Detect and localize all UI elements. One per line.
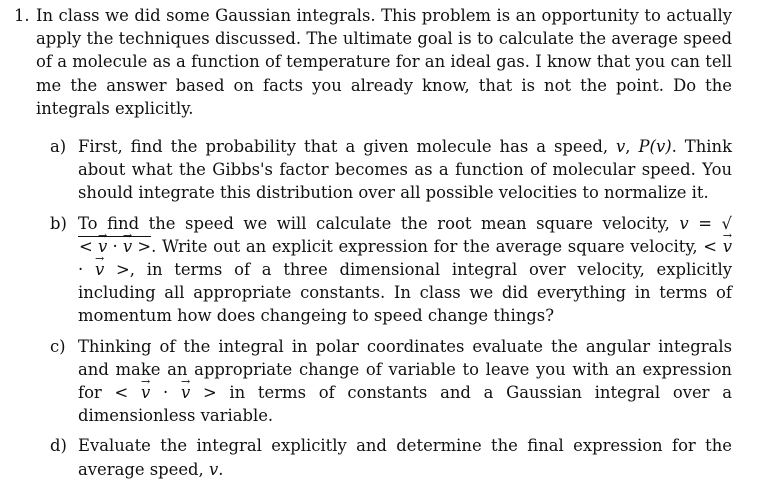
math-gt: > (116, 260, 130, 280)
math-lt: < (114, 383, 129, 403)
math-dot: · (162, 383, 169, 403)
part-d (50, 434, 732, 480)
text-span: in terms of constants and a Gaussian integral over a dimensionless variable. (78, 383, 732, 426)
part-c (50, 335, 732, 428)
text-span: To find the speed we will calculate the root mean square velocity, (78, 213, 680, 233)
vector-v: → v (181, 381, 190, 404)
part-label: c) (50, 336, 66, 356)
math-lt: < (79, 236, 93, 256)
sqrt-radicand (78, 236, 151, 256)
part-text (78, 434, 732, 480)
problem-intro-text: In class we did some Gaussian integrals. This problem is an opportunity to actually apply the techniques discussed. The ultimate goal is to calculate the average speed of a molecule as a function of temperature for an ideal gas. I know that you can tell me the answer based on facts you already know, that is not the point. Do the integrals explicitly. (36, 6, 732, 118)
part-text (78, 212, 732, 328)
math-dot: · (112, 236, 118, 256)
math-lt: < (703, 236, 718, 256)
text-span: . Think about what the Gibbs's factor becomes as a function of molecular speed. You should integrate this distribution over all possible velocities to normalize it. (78, 137, 733, 203)
math-equals: = (688, 213, 722, 233)
part-b (50, 212, 732, 328)
text-span: Thinking of the integral in polar coordinates evaluate the angular integrals and make an appropriate change of variable to leave you with an expression for (78, 336, 732, 403)
math-gt: > (202, 383, 217, 403)
vector-v: → v (723, 235, 732, 258)
text-span: . Write out an explicit expression for the average square velocity, (151, 236, 704, 256)
text-span: , in terms of a three dimensional integral over velocity, explicitly including all appropriate constants. In class we did everything in terms of momentum how does changeing to speed change things? (78, 260, 732, 326)
part-label: a) (50, 137, 67, 156)
vector-v: → v (95, 258, 104, 281)
problem-1 (14, 4, 732, 120)
math-v: v (616, 137, 626, 156)
vector-v: → v (123, 237, 132, 256)
text-span: , (625, 137, 639, 156)
part-label: d) (50, 436, 67, 456)
text-span: Evaluate the integral explicitly and determine the final expression for the average speed, (78, 436, 732, 479)
math-dot: · (78, 260, 84, 280)
part-label: b) (50, 213, 67, 233)
math-v: v (679, 213, 689, 233)
math-gt: > (137, 236, 152, 256)
sqrt-symbol: √ (721, 213, 732, 233)
text-span: First, find the probability that a given molecule has a speed, (78, 137, 617, 156)
math-pv: P(v) (638, 137, 672, 156)
vector-v: → v (141, 381, 150, 404)
vector-v: → v (98, 237, 107, 256)
part-text (78, 135, 732, 205)
math-v: v (208, 459, 219, 479)
part-text (78, 335, 732, 428)
text-span: . (218, 459, 224, 479)
problem-parts (50, 135, 732, 488)
part-a (50, 135, 732, 205)
problem-number: 1. (14, 6, 30, 25)
